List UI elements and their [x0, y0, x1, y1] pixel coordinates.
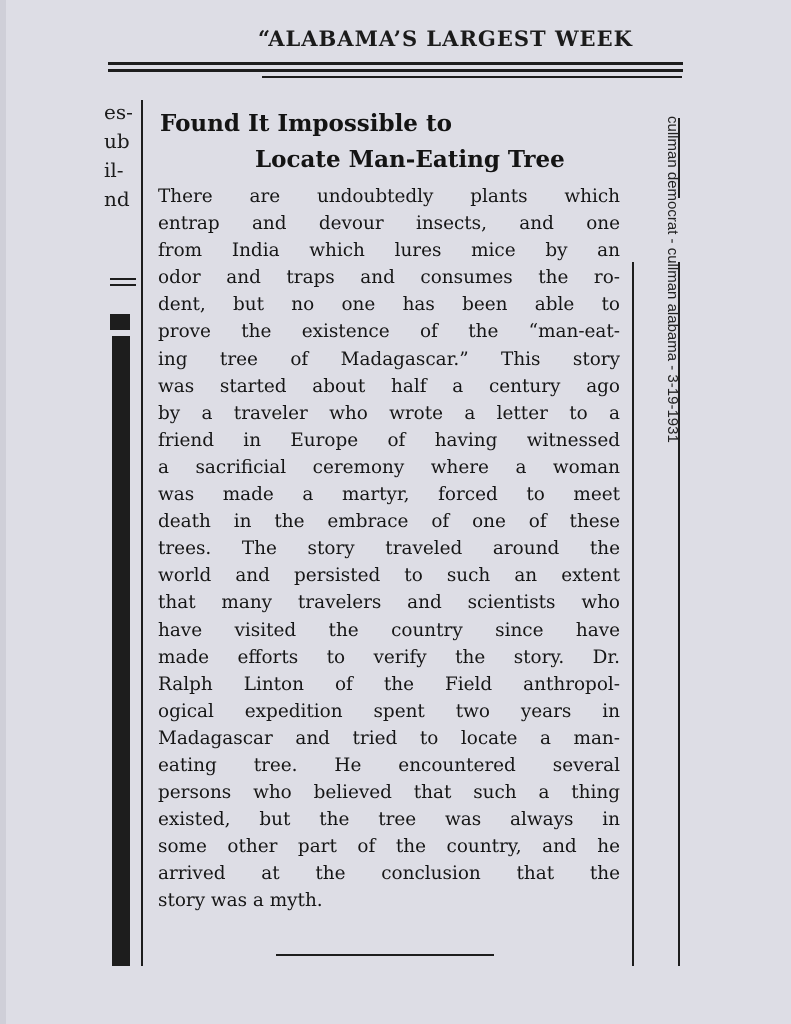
article-line: have visited the country since have [158, 619, 620, 641]
article-line: Ralph Linton of the Field anthropol- [158, 673, 620, 695]
article-line: existed, but the tree was always in [158, 809, 620, 831]
article-line: eating tree. He encountered several [158, 754, 620, 776]
article-line: some other part of the country, and he [158, 836, 620, 858]
article-line: made efforts to verify the story. Dr. [158, 646, 620, 668]
masthead-rule-bottom [108, 69, 683, 72]
article-line: entrap and devour insects, and one [158, 213, 620, 235]
article-line: death in the embrace of one of these [158, 511, 620, 533]
column-divider-right [632, 262, 634, 966]
masthead-rule-thin [262, 76, 682, 78]
article-body [158, 183, 620, 915]
headline-line-2: Locate Man-Eating Tree [255, 146, 565, 173]
fragment-block [110, 314, 130, 330]
article-line: persons who believed that such a thing [158, 782, 620, 804]
adjacent-column-fragment [104, 98, 144, 214]
article-line: prove the existence of the “man-eat- [158, 321, 620, 343]
fragment-line: es- [104, 100, 133, 124]
article-line: ing tree of Madagascar.” This story [158, 348, 620, 370]
masthead: “ALABAMA’S LARGEST WEEK [258, 26, 633, 51]
fragment-line: ub [104, 129, 130, 153]
article-line: arrived at the conclusion that the [158, 863, 620, 885]
article-line: odor and traps and consumes the ro- [158, 267, 620, 289]
source-annotation: cullman democrat - cullman alabama - 3-19-1931 [664, 116, 681, 443]
article-line: ogical expedition spent two years in [158, 700, 620, 722]
fragment-line: il- [104, 158, 124, 182]
article-line: was made a martyr, forced to meet [158, 484, 620, 506]
column-divider-left [141, 100, 143, 966]
fragment-line: nd [104, 187, 130, 211]
fragment-dash [110, 284, 136, 286]
article-line: from India which lures mice by an [158, 240, 620, 262]
article-line: was started about half a century ago [158, 375, 620, 397]
article-line: Madagascar and tried to locate a man- [158, 727, 620, 749]
headline-line-1: Found It Impossible to [160, 110, 452, 137]
fragment-dash [110, 278, 136, 280]
article-line: a sacrificial ceremony where a woman [158, 456, 620, 478]
article-line: that many travelers and scientists who [158, 592, 620, 614]
article-line: trees. The story traveled around the [158, 538, 620, 560]
article-end-rule [276, 954, 494, 956]
page-edge [0, 0, 6, 1024]
left-thick-bar [112, 336, 130, 966]
article-line: story was a myth. [158, 890, 323, 912]
article-line: There are undoubtedly plants which [158, 186, 620, 207]
article-line: by a traveler who wrote a letter to a [158, 402, 620, 424]
masthead-rule-top [108, 62, 683, 65]
article-line: dent, but no one has been able to [158, 294, 620, 316]
article-line: world and persisted to such an extent [158, 565, 620, 587]
article-line: friend in Europe of having witnessed [158, 429, 620, 451]
